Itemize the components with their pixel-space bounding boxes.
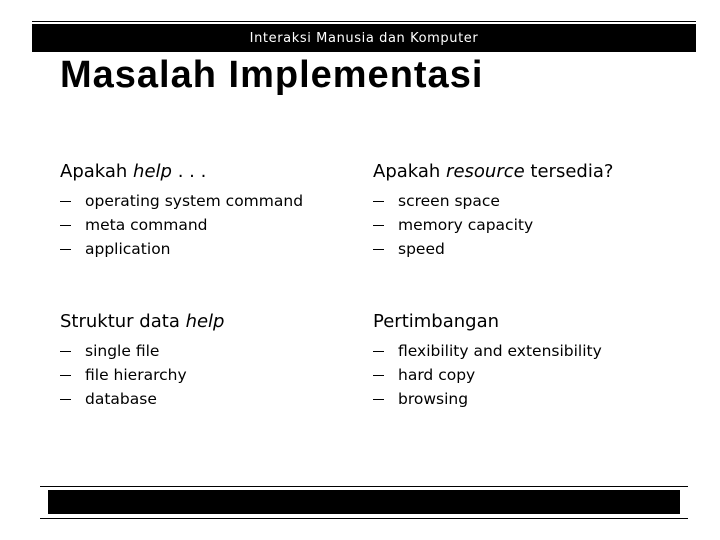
list-item: speed	[373, 237, 613, 261]
footer-rule-top	[40, 486, 688, 487]
section-help	[60, 160, 303, 261]
list-item: file hierarchy	[60, 363, 225, 387]
footer-rule-bottom	[40, 518, 688, 519]
list-item: meta command	[60, 213, 303, 237]
dash-bullet	[60, 375, 71, 376]
section-resource	[373, 160, 613, 261]
header-text: Interaksi Manusia dan Komputer	[249, 30, 479, 46]
dash-bullet	[60, 399, 71, 400]
section-title: Apakah resource tersedia?	[373, 161, 614, 182]
footer-bar	[48, 490, 680, 514]
list-item: application	[60, 237, 303, 261]
dash-bullet	[373, 375, 384, 376]
list-item: database	[60, 387, 225, 411]
dash-bullet	[60, 225, 71, 226]
list-item: operating system command	[60, 189, 303, 213]
header-bar	[32, 24, 696, 52]
dash-bullet	[373, 249, 384, 250]
dash-bullet	[373, 351, 384, 352]
section-title: Struktur data help	[60, 311, 225, 332]
dash-bullet	[60, 249, 71, 250]
section-structure	[60, 310, 225, 411]
section-title: Apakah help . . .	[60, 161, 207, 182]
dash-bullet	[60, 201, 71, 202]
list-item: browsing	[373, 387, 602, 411]
dash-bullet	[373, 225, 384, 226]
list-item: single file	[60, 339, 225, 363]
dash-bullet	[373, 201, 384, 202]
list-item: hard copy	[373, 363, 602, 387]
list-item: memory capacity	[373, 213, 613, 237]
slide-title: Masalah Implementasi	[60, 54, 484, 96]
list-item: flexibility and extensibility	[373, 339, 602, 363]
section-title: Pertimbangan	[373, 311, 500, 332]
list-item: screen space	[373, 189, 613, 213]
section-considerations	[373, 310, 602, 411]
top-rule	[32, 21, 696, 22]
dash-bullet	[373, 399, 384, 400]
dash-bullet	[60, 351, 71, 352]
